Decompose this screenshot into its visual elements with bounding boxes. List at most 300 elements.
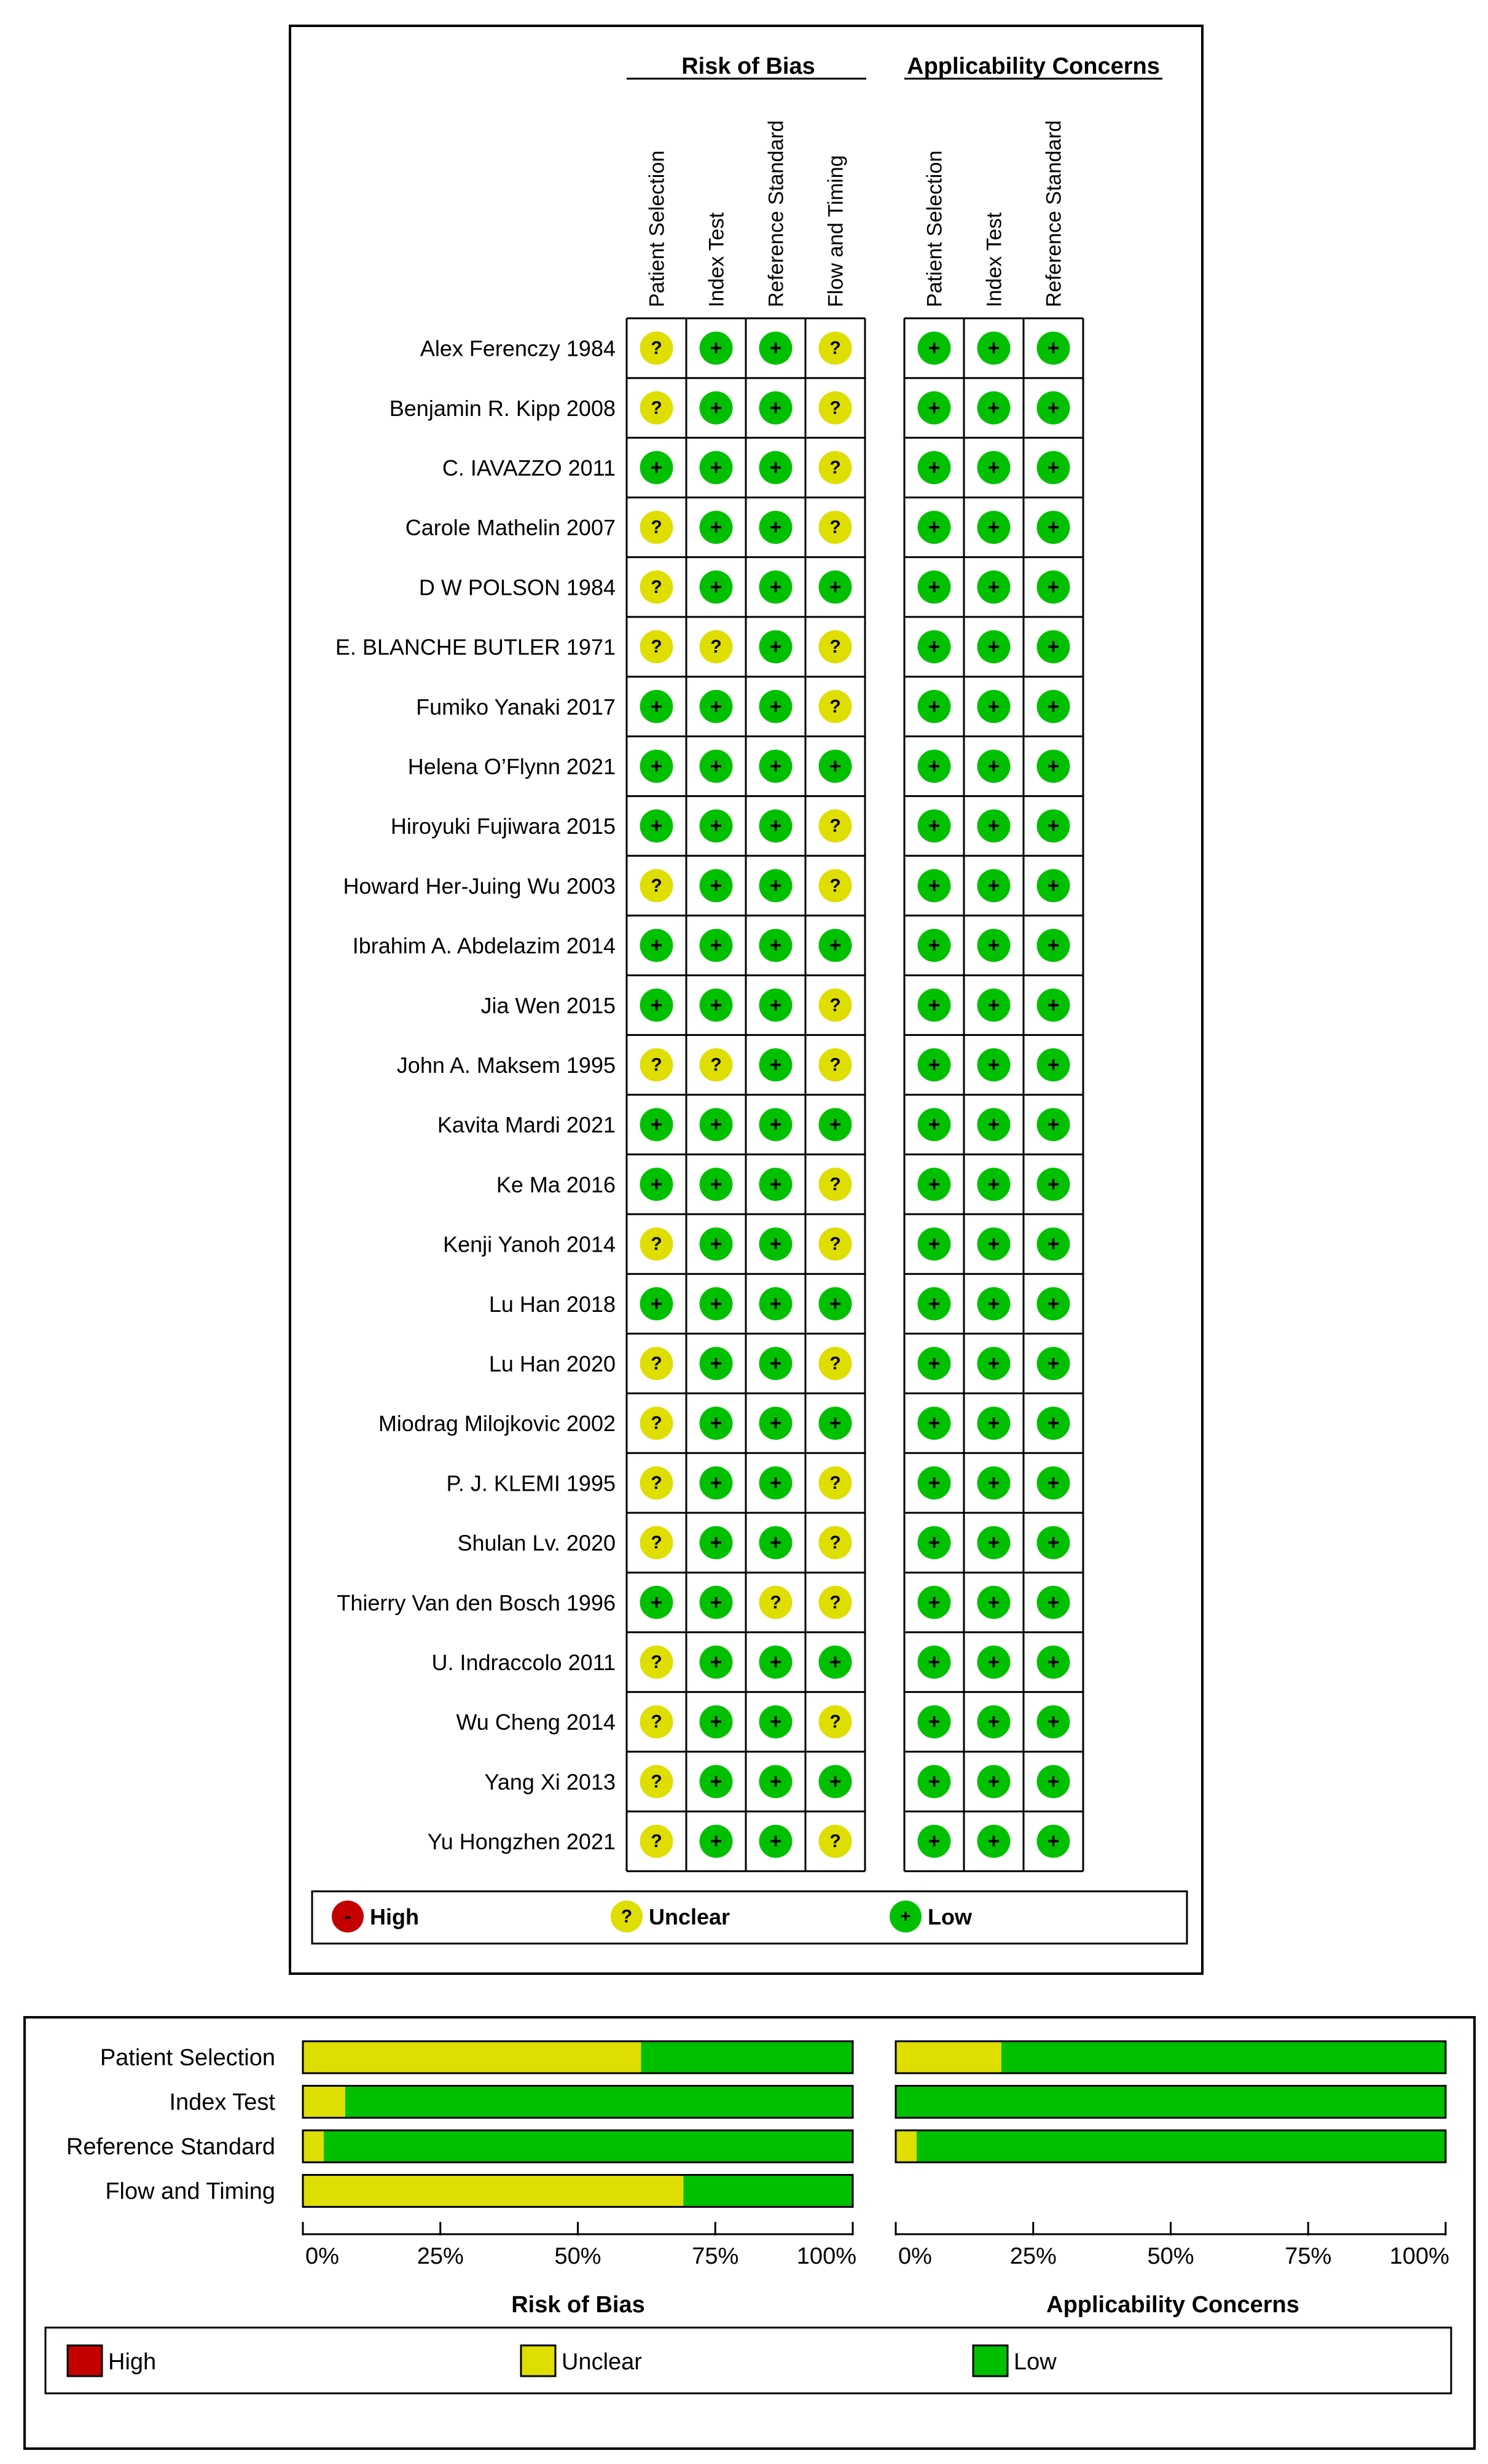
rob-low-mark <box>759 1526 793 1560</box>
svg-text:+: + <box>769 1650 782 1674</box>
ac-low-mark <box>918 1646 951 1679</box>
svg-text:+: + <box>928 336 941 360</box>
ac-low-mark <box>1037 1287 1070 1320</box>
rob-low-mark <box>759 750 793 783</box>
svg-text:?: ? <box>651 1831 662 1852</box>
ac-low-mark <box>977 570 1011 603</box>
legend-high-icon <box>332 1901 364 1932</box>
x-tick-label: 100% <box>796 2243 856 2269</box>
svg-text:?: ? <box>651 1652 662 1673</box>
ac-low-mark <box>977 451 1011 484</box>
study-label: Yu Hongzhen 2021 <box>427 1829 616 1854</box>
svg-text:+: + <box>769 874 782 898</box>
svg-text:+: + <box>1047 1710 1060 1734</box>
svg-text:?: ? <box>829 398 841 418</box>
ac-low-mark <box>1037 1228 1070 1261</box>
svg-text:+: + <box>769 1710 782 1734</box>
svg-text:+: + <box>650 814 663 838</box>
bar-segment-low <box>1001 2041 1446 2073</box>
rob-low-mark <box>759 929 793 962</box>
rob-unclear-mark <box>640 1048 673 1081</box>
svg-text:+: + <box>987 516 1000 539</box>
ac-low-mark <box>918 809 951 842</box>
rob-low-mark <box>640 1586 673 1619</box>
ac-low-mark <box>918 1765 951 1798</box>
bar-segment-low <box>683 2175 853 2207</box>
ac-low-mark <box>977 1287 1011 1320</box>
rob-unclear-mark <box>640 869 673 902</box>
svg-text:+: + <box>769 1172 782 1196</box>
rob-grid <box>627 318 865 1871</box>
svg-text:+: + <box>710 396 722 420</box>
rob-low-mark <box>700 1287 733 1320</box>
rob-unclear-mark <box>819 511 852 544</box>
svg-text:+: + <box>1047 635 1060 659</box>
svg-text:+: + <box>928 1352 941 1375</box>
legend-high-symbol: - <box>344 1905 351 1928</box>
rob-low-mark <box>700 1646 733 1679</box>
rob-low-mark <box>819 1287 852 1320</box>
svg-text:+: + <box>769 575 782 599</box>
ac-low-mark <box>918 869 951 902</box>
svg-text:+: + <box>710 694 722 718</box>
study-label: John A. Maksem 1995 <box>396 1053 616 1078</box>
rob-low-mark <box>700 1347 733 1380</box>
ac-low-mark <box>1037 1586 1070 1619</box>
study-label: Yang Xi 2013 <box>484 1769 616 1795</box>
rob-low-mark <box>640 929 673 962</box>
legend-high-swatch <box>68 2345 102 2376</box>
svg-text:+: + <box>1047 1232 1060 1256</box>
bar-segment-unclear <box>896 2130 917 2162</box>
ac-low-mark <box>1037 1466 1070 1499</box>
ac-low-mark <box>977 1228 1011 1261</box>
svg-text:+: + <box>928 933 941 957</box>
rob-low-mark <box>700 332 733 365</box>
rob-low-mark <box>700 1228 733 1261</box>
svg-text:+: + <box>987 1829 1000 1853</box>
rob-low-mark <box>759 1466 793 1499</box>
ac-low-mark <box>977 1646 1011 1679</box>
study-label: Kavita Mardi 2021 <box>437 1112 616 1138</box>
svg-text:?: ? <box>829 1353 841 1374</box>
svg-text:+: + <box>987 933 1000 957</box>
rob-low-mark <box>640 750 673 783</box>
rob-low-mark <box>759 1108 793 1141</box>
ac-group-title: Applicability Concerns <box>907 53 1160 79</box>
ac-low-mark <box>918 1228 951 1261</box>
rob-low-mark <box>759 511 793 544</box>
svg-text:+: + <box>829 1770 842 1794</box>
svg-text:+: + <box>769 1829 782 1853</box>
rob-low-mark <box>759 630 793 664</box>
svg-text:?: ? <box>651 1234 662 1255</box>
svg-text:+: + <box>650 1590 663 1614</box>
rob-unclear-mark <box>819 1466 852 1499</box>
ac-axis-title: Applicability Concerns <box>1046 2292 1299 2318</box>
svg-text:+: + <box>710 1232 722 1256</box>
legend-low-icon <box>890 1901 922 1932</box>
ac-low-mark <box>1037 809 1070 842</box>
svg-text:+: + <box>1047 1172 1060 1196</box>
rob-low-mark <box>759 809 793 842</box>
svg-text:+: + <box>1047 1590 1060 1614</box>
rob-low-mark <box>759 451 793 484</box>
ac-low-mark <box>918 1586 951 1619</box>
ac-low-mark <box>977 1825 1011 1858</box>
x-tick-label: 0% <box>305 2243 339 2269</box>
ac-low-mark <box>918 1466 951 1499</box>
study-label: Ibrahim A. Abdelazim 2014 <box>352 933 616 959</box>
svg-text:?: ? <box>829 875 841 896</box>
graph-legend-frame <box>45 2328 1451 2393</box>
svg-text:+: + <box>829 1113 842 1137</box>
svg-text:+: + <box>928 1829 941 1853</box>
summary-panel <box>290 26 1202 1974</box>
svg-text:+: + <box>710 1650 722 1674</box>
ac-low-mark <box>977 1347 1011 1380</box>
ac-low-mark <box>918 989 951 1022</box>
x-tick-label: 75% <box>1285 2243 1332 2269</box>
rob-header-0: Patient Selection <box>645 150 669 307</box>
study-label: Carole Mathelin 2007 <box>405 515 616 541</box>
rob-low-mark <box>759 690 793 723</box>
svg-text:+: + <box>650 1113 663 1137</box>
rob-unclear-mark <box>640 1407 673 1440</box>
rob-unclear-mark <box>640 630 673 664</box>
svg-text:+: + <box>1047 933 1060 957</box>
ac-low-mark <box>977 1466 1011 1499</box>
ac-low-mark <box>977 511 1011 544</box>
study-label: Kenji Yanoh 2014 <box>443 1231 616 1257</box>
rob-low-mark <box>700 511 733 544</box>
graph-panel <box>25 2017 1474 2449</box>
svg-text:?: ? <box>710 1054 722 1075</box>
rob-low-mark <box>700 570 733 603</box>
rob-unclear-mark <box>640 332 673 365</box>
svg-text:+: + <box>710 456 722 479</box>
bar-segment-unclear <box>303 2086 345 2118</box>
x-tick-label: 25% <box>1009 2243 1057 2269</box>
ac-low-mark <box>977 750 1011 783</box>
svg-text:+: + <box>769 1531 782 1555</box>
legend-unclear-label: Unclear <box>649 1904 730 1929</box>
ac-low-mark <box>977 989 1011 1022</box>
ac-low-mark <box>977 1765 1011 1798</box>
svg-text:+: + <box>1047 1352 1060 1375</box>
category-label: Index Test <box>169 2089 275 2116</box>
svg-text:+: + <box>928 516 941 539</box>
rob-low-mark <box>819 1646 852 1679</box>
legend-low-swatch <box>973 2345 1008 2376</box>
rob-low-mark <box>759 869 793 902</box>
x-tick-label: 100% <box>1389 2243 1449 2269</box>
rob-unclear-mark <box>819 630 852 664</box>
ac-low-mark <box>918 630 951 664</box>
ac-low-mark <box>1037 1705 1070 1738</box>
svg-text:+: + <box>928 456 941 479</box>
rob-low-mark <box>640 1287 673 1320</box>
ac-low-mark <box>1037 1108 1070 1141</box>
study-label: Benjamin R. Kipp 2008 <box>389 395 616 421</box>
svg-text:?: ? <box>651 517 662 538</box>
ac-low-mark <box>918 750 951 783</box>
svg-text:+: + <box>769 1352 782 1375</box>
svg-text:+: + <box>928 1053 941 1077</box>
rob-header-1: Index Test <box>705 212 729 307</box>
svg-text:+: + <box>829 1650 842 1674</box>
svg-text:+: + <box>928 1650 941 1674</box>
svg-text:+: + <box>987 1172 1000 1196</box>
svg-text:+: + <box>769 336 782 360</box>
rob-low-mark <box>819 750 852 783</box>
svg-text:+: + <box>928 1710 941 1734</box>
svg-text:+: + <box>928 1590 941 1614</box>
study-label: Miodrag Milojkovic 2002 <box>378 1411 616 1437</box>
legend-low-symbol: + <box>900 1906 911 1927</box>
ac-low-mark <box>1037 391 1070 425</box>
legend-unclear-symbol: ? <box>621 1906 633 1927</box>
ac-low-mark <box>1037 750 1070 783</box>
ac-low-mark <box>1037 869 1070 902</box>
ac-low-mark <box>977 809 1011 842</box>
rob-unclear-mark <box>640 1646 673 1679</box>
svg-text:+: + <box>928 1232 941 1256</box>
ac-header-1: Index Test <box>982 212 1006 307</box>
svg-text:+: + <box>710 993 722 1017</box>
study-label: U. Indraccolo 2011 <box>431 1650 616 1675</box>
svg-text:+: + <box>987 575 1000 599</box>
svg-text:+: + <box>769 814 782 838</box>
study-label: Lu Han 2020 <box>488 1351 616 1376</box>
rob-low-mark <box>640 1108 673 1141</box>
svg-text:+: + <box>1047 1411 1060 1435</box>
svg-text:+: + <box>1047 336 1060 360</box>
svg-text:+: + <box>710 336 722 360</box>
ac-low-mark <box>918 332 951 365</box>
svg-text:+: + <box>829 1411 842 1435</box>
svg-text:+: + <box>650 1172 663 1196</box>
ac-low-mark <box>918 1407 951 1440</box>
rob-low-mark <box>759 1048 793 1081</box>
svg-text:+: + <box>1047 575 1060 599</box>
svg-text:?: ? <box>829 1711 841 1732</box>
svg-text:+: + <box>987 1292 1000 1316</box>
bar-segment-low <box>345 2086 853 2118</box>
legend-high-label: High <box>370 1904 419 1929</box>
rob-low-mark <box>759 1646 793 1679</box>
ac-low-mark <box>1037 1347 1070 1380</box>
svg-text:+: + <box>769 1113 782 1137</box>
rob-unclear-mark <box>819 809 852 842</box>
rob-unclear-mark <box>640 391 673 425</box>
svg-text:+: + <box>1047 1650 1060 1674</box>
ac-low-mark <box>918 511 951 544</box>
rob-unclear-mark <box>819 690 852 723</box>
svg-text:+: + <box>928 1770 941 1794</box>
svg-text:+: + <box>928 1113 941 1137</box>
rob-low-mark <box>759 989 793 1022</box>
bar-segment-low <box>641 2041 853 2073</box>
study-label: Alex Ferenczy 1984 <box>420 335 616 361</box>
svg-text:?: ? <box>651 398 662 418</box>
svg-text:?: ? <box>651 1532 662 1553</box>
svg-text:+: + <box>928 1292 941 1316</box>
svg-text:?: ? <box>770 1592 781 1613</box>
svg-text:+: + <box>769 456 782 479</box>
ac-low-mark <box>918 690 951 723</box>
ac-low-mark <box>918 929 951 962</box>
svg-text:?: ? <box>829 1174 841 1195</box>
category-label: Patient Selection <box>100 2045 275 2071</box>
svg-text:?: ? <box>651 576 662 597</box>
study-label: Fumiko Yanaki 2017 <box>416 694 616 720</box>
ac-header-2: Reference Standard <box>1042 120 1066 307</box>
svg-text:+: + <box>987 1411 1000 1435</box>
rob-header-2: Reference Standard <box>764 120 788 307</box>
svg-text:+: + <box>769 1053 782 1077</box>
rob-low-mark <box>819 1108 852 1141</box>
study-labels <box>335 336 616 1854</box>
x-tick-label: 75% <box>692 2243 739 2269</box>
svg-text:+: + <box>829 755 842 778</box>
rob-unclear-mark <box>819 451 852 484</box>
svg-text:+: + <box>769 755 782 778</box>
svg-text:?: ? <box>829 696 841 717</box>
rob-unclear-mark <box>700 630 733 664</box>
svg-text:+: + <box>987 336 1000 360</box>
graph-legend-unclear-label: Unclear <box>562 2349 642 2375</box>
svg-text:+: + <box>710 1172 722 1196</box>
svg-text:+: + <box>1047 993 1060 1017</box>
rob-low-mark <box>640 1167 673 1201</box>
x-tick-label: 50% <box>554 2243 601 2269</box>
study-label: Jia Wen 2015 <box>480 992 616 1018</box>
svg-text:+: + <box>769 396 782 420</box>
rob-unclear-mark <box>700 1048 733 1081</box>
rob-low-mark <box>640 809 673 842</box>
rob-unclear-mark <box>640 1526 673 1560</box>
svg-text:+: + <box>650 993 663 1017</box>
ac-low-mark <box>977 1048 1011 1081</box>
svg-text:+: + <box>987 456 1000 479</box>
svg-text:?: ? <box>829 1831 841 1852</box>
svg-text:+: + <box>1047 694 1060 718</box>
rob-unclear-mark <box>819 332 852 365</box>
svg-text:+: + <box>987 396 1000 420</box>
rob-unclear-mark <box>640 1705 673 1738</box>
rob-low-mark <box>700 1705 733 1738</box>
ac-low-mark <box>1037 1526 1070 1560</box>
svg-text:+: + <box>650 933 663 957</box>
rob-low-mark <box>819 929 852 962</box>
svg-text:+: + <box>987 1113 1000 1137</box>
graph-panel-frame <box>25 2017 1474 2449</box>
svg-text:+: + <box>928 1411 941 1435</box>
ac-low-mark <box>1037 451 1070 484</box>
svg-text:+: + <box>769 516 782 539</box>
rob-low-mark <box>759 1705 793 1738</box>
rob-low-mark <box>700 1825 733 1858</box>
graph-legend-high-label: High <box>108 2349 157 2375</box>
ac-low-mark <box>1037 570 1070 603</box>
ac-low-mark <box>977 332 1011 365</box>
ac-low-mark <box>918 1048 951 1081</box>
svg-text:+: + <box>987 814 1000 838</box>
svg-text:+: + <box>769 993 782 1017</box>
svg-text:+: + <box>987 993 1000 1017</box>
svg-text:+: + <box>928 1531 941 1555</box>
svg-text:+: + <box>928 814 941 838</box>
svg-text:+: + <box>987 1053 1000 1077</box>
svg-text:+: + <box>710 1352 722 1375</box>
ac-low-mark <box>1037 989 1070 1022</box>
rob-low-mark <box>700 1466 733 1499</box>
svg-text:+: + <box>987 1650 1000 1674</box>
rob-low-mark <box>759 1167 793 1201</box>
study-label: Hiroyuki Fujiwara 2015 <box>390 814 616 839</box>
rob-unclear-mark <box>819 1825 852 1858</box>
rob-unclear-mark <box>640 1228 673 1261</box>
ac-low-mark <box>918 1287 951 1320</box>
rob-low-mark <box>819 1765 852 1798</box>
svg-text:?: ? <box>829 1472 841 1493</box>
svg-text:+: + <box>710 933 722 957</box>
svg-text:+: + <box>710 575 722 599</box>
ac-low-mark <box>918 1347 951 1380</box>
svg-text:?: ? <box>651 1472 662 1493</box>
rob-unclear-mark <box>640 1466 673 1499</box>
svg-text:+: + <box>987 694 1000 718</box>
svg-text:+: + <box>710 1531 722 1555</box>
svg-text:+: + <box>1047 396 1060 420</box>
svg-text:+: + <box>987 1471 1000 1495</box>
rob-low-mark <box>700 929 733 962</box>
rob-low-mark <box>640 451 673 484</box>
ac-header-0: Patient Selection <box>923 150 947 307</box>
svg-text:+: + <box>987 1590 1000 1614</box>
svg-text:+: + <box>710 1770 722 1794</box>
bar-segment-unclear <box>303 2041 641 2073</box>
rob-low-mark <box>700 869 733 902</box>
svg-text:?: ? <box>829 517 841 538</box>
rob-unclear-mark <box>819 1347 852 1380</box>
svg-text:+: + <box>928 635 941 659</box>
svg-text:?: ? <box>829 637 841 657</box>
ac-low-mark <box>918 391 951 425</box>
study-label: Wu Cheng 2014 <box>456 1709 616 1735</box>
svg-text:+: + <box>710 1710 722 1734</box>
rob-low-mark <box>700 1108 733 1141</box>
svg-text:+: + <box>928 694 941 718</box>
svg-text:+: + <box>710 1471 722 1495</box>
svg-text:+: + <box>1047 755 1060 778</box>
ac-low-mark <box>977 1705 1011 1738</box>
rob-low-mark <box>759 570 793 603</box>
svg-text:+: + <box>1047 1829 1060 1853</box>
ac-low-mark <box>1037 690 1070 723</box>
svg-text:?: ? <box>651 338 662 359</box>
svg-text:+: + <box>987 635 1000 659</box>
rob-unclear-mark <box>640 1825 673 1858</box>
ac-low-mark <box>977 1108 1011 1141</box>
study-label: Helena O’Flynn 2021 <box>407 754 616 779</box>
bar-segment-low <box>917 2130 1446 2162</box>
svg-text:+: + <box>928 575 941 599</box>
x-axes <box>303 2222 1449 2269</box>
study-label: Thierry Van den Bosch 1996 <box>337 1590 616 1615</box>
ac-low-mark <box>1037 1765 1070 1798</box>
